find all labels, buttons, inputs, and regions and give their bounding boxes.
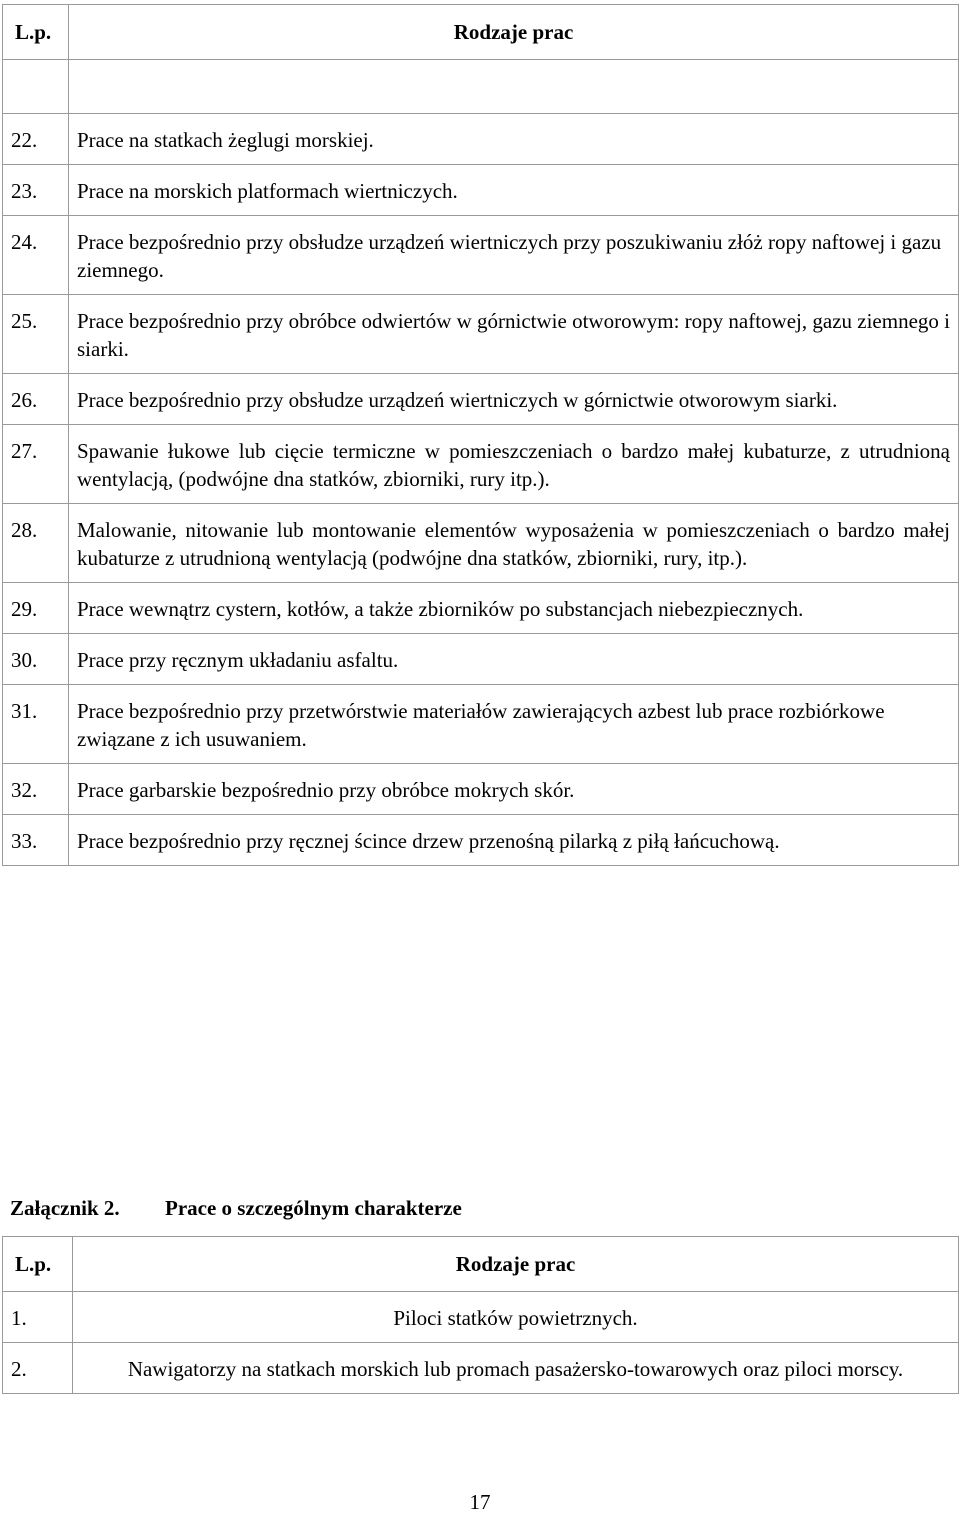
- table-row: [3, 685, 959, 764]
- header-lp: L.p.: [3, 5, 69, 60]
- table-row: [3, 114, 959, 165]
- row-number: 24.: [3, 216, 69, 295]
- row-text: Prace bezpośrednio przy obsłudze urządzeń wiertniczych przy poszukiwaniu złóż ropy naftowej i gazu ziemnego.: [69, 216, 959, 295]
- table-row: [3, 583, 959, 634]
- row-number: 28.: [3, 504, 69, 583]
- row-number: 29.: [3, 583, 69, 634]
- annex-heading: [10, 1194, 950, 1222]
- row-text: Prace garbarskie bezpośrednio przy obróbce mokrych skór.: [69, 764, 959, 815]
- table-row: [3, 1292, 959, 1343]
- row-number: 27.: [3, 425, 69, 504]
- row-number: 31.: [3, 685, 69, 764]
- table-row: [3, 1343, 959, 1394]
- row-number: 26.: [3, 374, 69, 425]
- table-row: [3, 374, 959, 425]
- special-work-table: [2, 1236, 959, 1394]
- table-row: [3, 634, 959, 685]
- row-number: 30.: [3, 634, 69, 685]
- table-header-row: [3, 5, 959, 60]
- table-row: [3, 815, 959, 866]
- annex-title: Prace o szczególnym charakterze: [165, 1196, 462, 1220]
- table-row: [3, 295, 959, 374]
- table-header-row: [3, 1237, 959, 1292]
- work-types-table: [2, 4, 959, 866]
- row-text: Prace na statkach żeglugi morskiej.: [69, 114, 959, 165]
- header-lp: L.p.: [3, 1237, 73, 1292]
- table-row: [3, 764, 959, 815]
- table-row: [3, 425, 959, 504]
- empty-row: [3, 60, 959, 114]
- row-text: Prace na morskich platformach wiertniczych.: [69, 165, 959, 216]
- row-number: 2.: [3, 1343, 73, 1394]
- row-number: 22.: [3, 114, 69, 165]
- row-text: Prace bezpośrednio przy obsłudze urządzeń wiertniczych w górnictwie otworowym siarki.: [69, 374, 959, 425]
- row-text: Nawigatorzy na statkach morskich lub promach pasażersko-towarowych oraz piloci morscy.: [73, 1343, 959, 1394]
- annex-label: Załącznik 2.: [10, 1196, 120, 1220]
- header-work-types: Rodzaje prac: [73, 1237, 959, 1292]
- row-text: Prace wewnątrz cystern, kotłów, a także zbiorników po substancjach niebezpiecznych.: [69, 583, 959, 634]
- table-row: [3, 216, 959, 295]
- row-text: Prace bezpośrednio przy obróbce odwiertów w górnictwie otworowym: ropy naftowej, gazu ziemnego i siarki.: [69, 295, 959, 374]
- row-text: Prace bezpośrednio przy przetwórstwie materiałów zawierających azbest lub prace rozbiórkowe związane z ich usuwaniem.: [69, 685, 959, 764]
- row-text: Piloci statków powietrznych.: [73, 1292, 959, 1343]
- row-number: 33.: [3, 815, 69, 866]
- row-text: Prace bezpośrednio przy ręcznej ścince drzew przenośną pilarką z piłą łańcuchową.: [69, 815, 959, 866]
- row-text: Prace przy ręcznym układaniu asfaltu.: [69, 634, 959, 685]
- row-text: Malowanie, nitowanie lub montowanie elementów wyposażenia w pomieszczeniach o bardzo małej kubaturze z utrudnioną wentylacją (podwójne dna statków, zbiorniki, rury, itp.).: [69, 504, 959, 583]
- table-row: [3, 504, 959, 583]
- row-number: 1.: [3, 1292, 73, 1343]
- row-text: Spawanie łukowe lub cięcie termiczne w pomieszczeniach o bardzo małej kubaturze, z utrudnioną wentylacją, (podwójne dna statków, zbiorniki, rury itp.).: [69, 425, 959, 504]
- table-row: [3, 165, 959, 216]
- header-work-types: Rodzaje prac: [69, 5, 959, 60]
- row-number: 32.: [3, 764, 69, 815]
- row-number: 23.: [3, 165, 69, 216]
- page-number: 17: [469, 1490, 491, 1514]
- row-number: 25.: [3, 295, 69, 374]
